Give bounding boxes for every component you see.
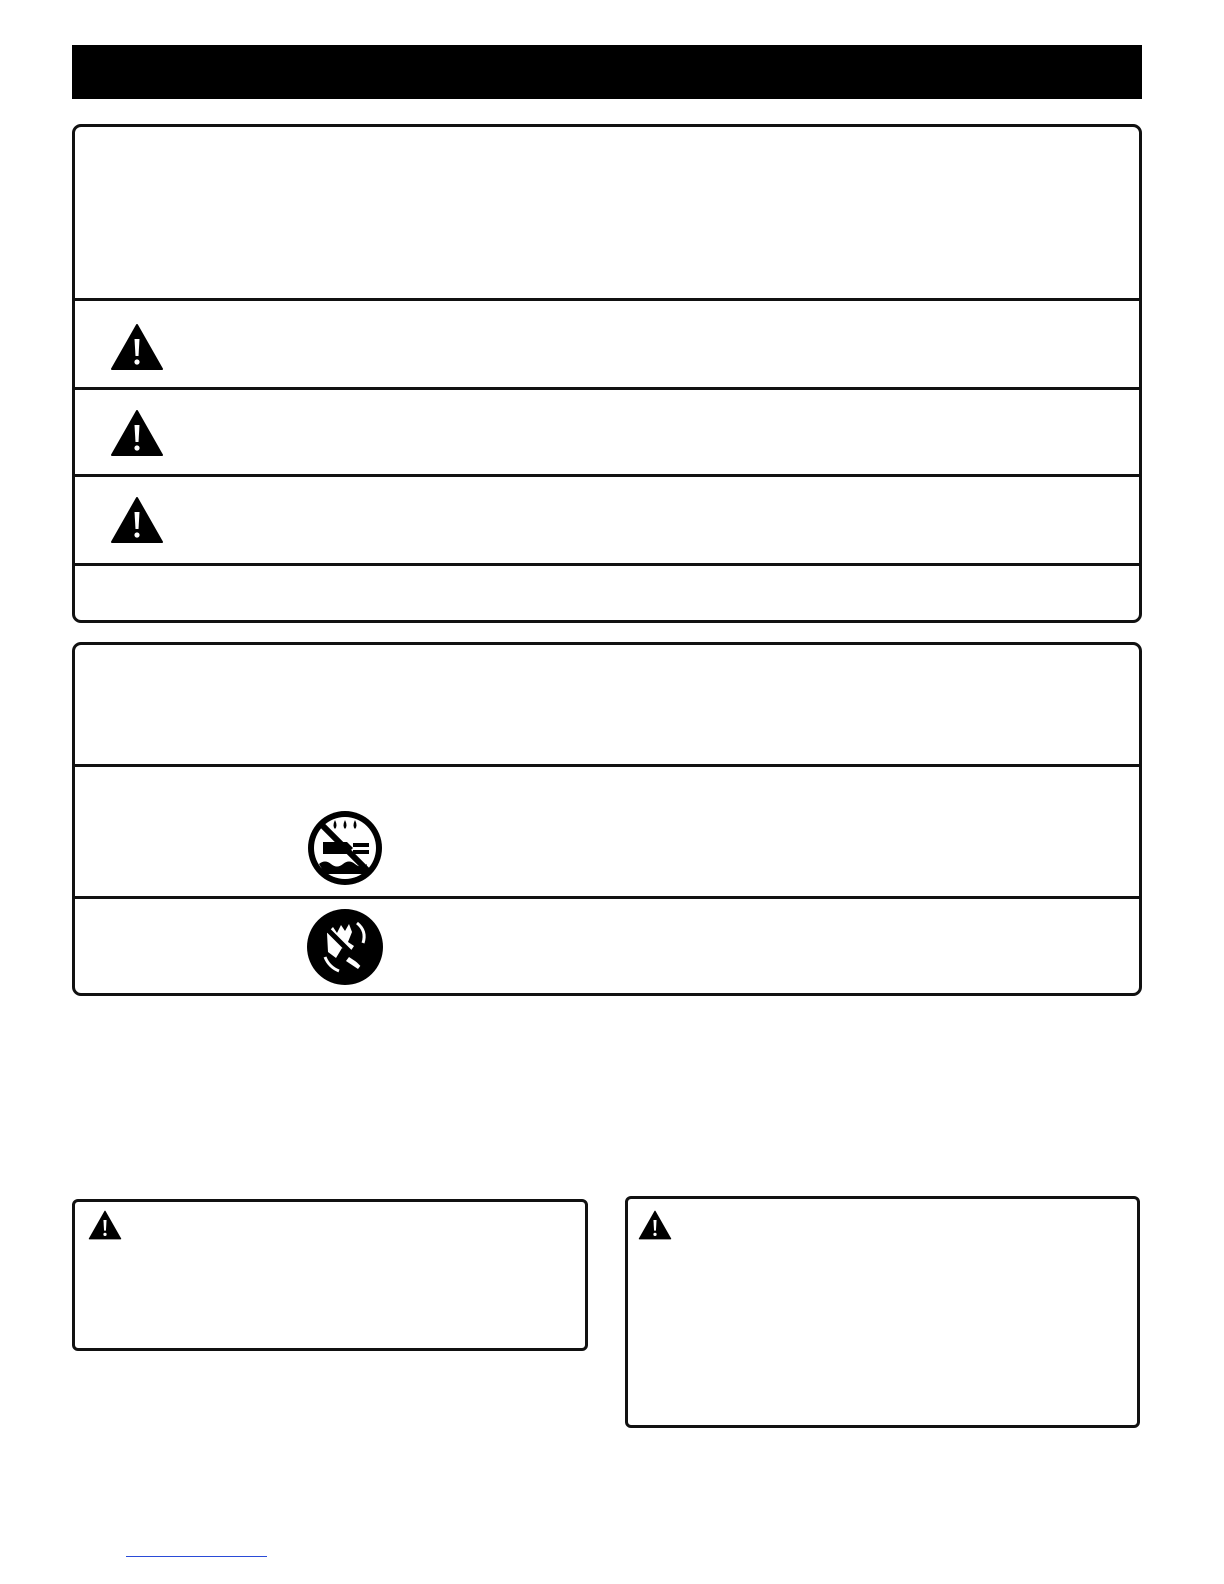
no-hand-contact-icon	[305, 907, 385, 987]
table-row-note	[75, 566, 1139, 620]
table-row-warning	[75, 390, 1139, 474]
table-row-caution	[75, 477, 1139, 563]
table-row-hand-contact	[75, 899, 1139, 993]
warning-box-right	[625, 1196, 1140, 1428]
signal-words-table	[72, 124, 1142, 623]
prohibition-symbols-table	[72, 642, 1142, 996]
warning-box-left	[72, 1199, 588, 1351]
table-row-wet-conditions	[75, 767, 1139, 896]
warning-triangle-icon	[88, 1210, 122, 1240]
section-header-bar	[72, 45, 1142, 99]
warning-triangle-icon	[110, 409, 164, 457]
warning-triangle-icon	[110, 496, 164, 544]
warning-triangle-icon	[110, 323, 164, 371]
no-wet-plug-icon	[305, 808, 385, 888]
hyperlink-underline[interactable]	[126, 1556, 267, 1557]
table-row-danger	[75, 301, 1139, 387]
warning-triangle-icon	[638, 1210, 672, 1240]
